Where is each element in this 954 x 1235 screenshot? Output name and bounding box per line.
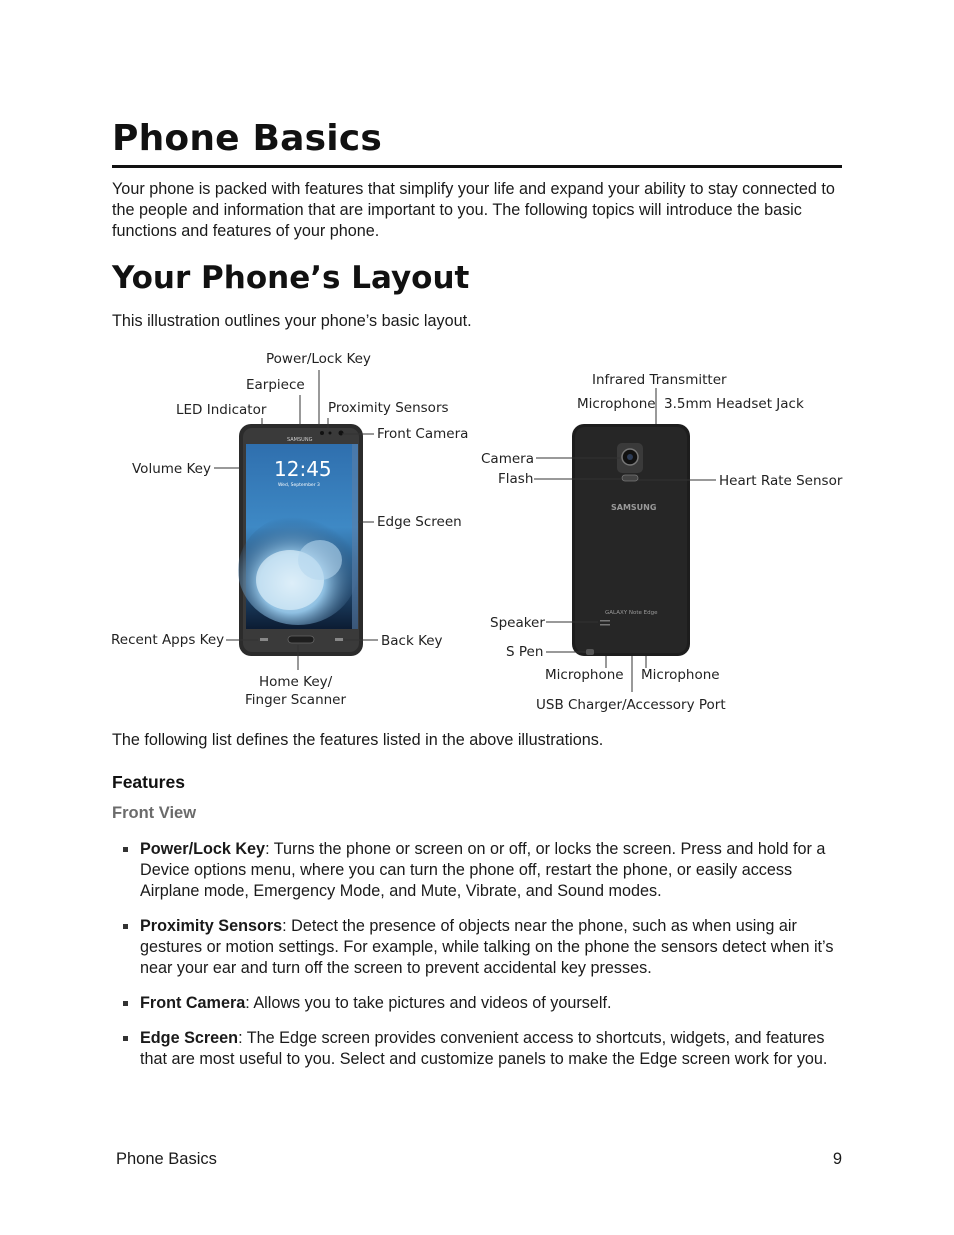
- label-home-key: Home Key/: [259, 674, 333, 690]
- layout-caption: This illustration outlines your phone’s basic layout.: [112, 312, 472, 330]
- bullet-square-icon: [123, 847, 128, 852]
- title-rule: [112, 165, 842, 168]
- label-flash: Flash: [498, 471, 534, 487]
- footer-page-number: 9: [832, 1150, 842, 1168]
- front-view-heading: Front View: [112, 804, 197, 822]
- back-model: GALAXY Note Edge: [605, 610, 658, 616]
- label-microphone-top: Microphone: [577, 396, 656, 412]
- back-phone-illustration: [572, 424, 690, 656]
- feature-desc: : Detect the presence of objects near the phone, such as when using air gestures or motion settings. For example, while talking on the phone the sensors detect when it’s near your ear and turn off the screen to prevent accidental key presses.: [140, 917, 834, 977]
- list-item: [112, 916, 852, 979]
- label-front-camera: Front Camera: [377, 426, 469, 442]
- label-recent-apps-key: Recent Apps Key: [111, 632, 225, 648]
- feature-term: Edge Screen: [140, 1029, 239, 1047]
- features-list: [112, 839, 852, 1084]
- front-screen-time: 12:45: [274, 457, 332, 481]
- bullet-square-icon: [123, 1001, 128, 1006]
- label-led-indicator: LED Indicator: [176, 402, 267, 418]
- section-title: Your Phone’s Layout: [112, 260, 470, 296]
- label-edge-screen: Edge Screen: [377, 514, 462, 530]
- label-volume-key: Volume Key: [132, 461, 211, 477]
- feature-term: Proximity Sensors: [140, 917, 283, 935]
- label-camera: Camera: [481, 451, 534, 467]
- list-item: [112, 839, 852, 902]
- label-earpiece: Earpiece: [246, 377, 305, 393]
- list-item: [112, 993, 852, 1014]
- label-finger-scanner: Finger Scanner: [245, 692, 347, 708]
- intro-paragraph: Your phone is packed with features that simplify your life and expand your ability to stay connected to the people and information that are important to you. The following topics will introduce the basic functions and features of your phone.: [112, 180, 835, 240]
- bullet-square-icon: [123, 1036, 128, 1041]
- bullet-square-icon: [123, 924, 128, 929]
- features-heading: Features: [112, 772, 185, 792]
- feature-desc: : Allows you to take pictures and videos of yourself.: [245, 994, 612, 1012]
- label-heart-rate-sensor: Heart Rate Sensor: [719, 473, 843, 489]
- label-usb-port: USB Charger/Accessory Port: [536, 697, 726, 713]
- label-back-key: Back Key: [381, 633, 443, 649]
- footer-section: Phone Basics: [116, 1150, 217, 1168]
- front-brand: SAMSUNG: [287, 437, 313, 443]
- label-headset-jack: 3.5mm Headset Jack: [664, 396, 804, 412]
- feature-term: Front Camera: [140, 994, 246, 1012]
- label-proximity-sensors: Proximity Sensors: [328, 400, 449, 416]
- feature-desc: : Turns the phone or screen on or off, or locks the screen. Press and hold for a Device options menu, where you can turn the phone off, restart the phone, or easily access Airplane mode, Emergency Mode, and Mute, Vibrate, and Sound modes.: [140, 840, 826, 900]
- front-screen-date: Wed, September 3: [278, 483, 320, 488]
- label-microphone-bottom-right: Microphone: [641, 667, 720, 683]
- label-s-pen: S Pen: [506, 644, 544, 660]
- list-caption: The following list defines the features listed in the above illustrations.: [112, 731, 604, 749]
- list-item: [112, 1028, 852, 1070]
- label-microphone-bottom-left: Microphone: [545, 667, 624, 683]
- feature-term: Power/Lock Key: [140, 840, 266, 858]
- label-infrared-transmitter: Infrared Transmitter: [592, 372, 727, 388]
- label-speaker: Speaker: [490, 615, 545, 631]
- label-power-lock-key: Power/Lock Key: [266, 351, 371, 367]
- front-phone-illustration: [238, 424, 363, 656]
- phone-layout-figure: [0, 340, 954, 720]
- page-title: Phone Basics: [112, 118, 382, 159]
- back-brand: SAMSUNG: [611, 503, 657, 512]
- feature-desc: : The Edge screen provides convenient access to shortcuts, widgets, and features that are most useful to you. Select and customize panels to make the Edge screen work for you.: [140, 1029, 828, 1068]
